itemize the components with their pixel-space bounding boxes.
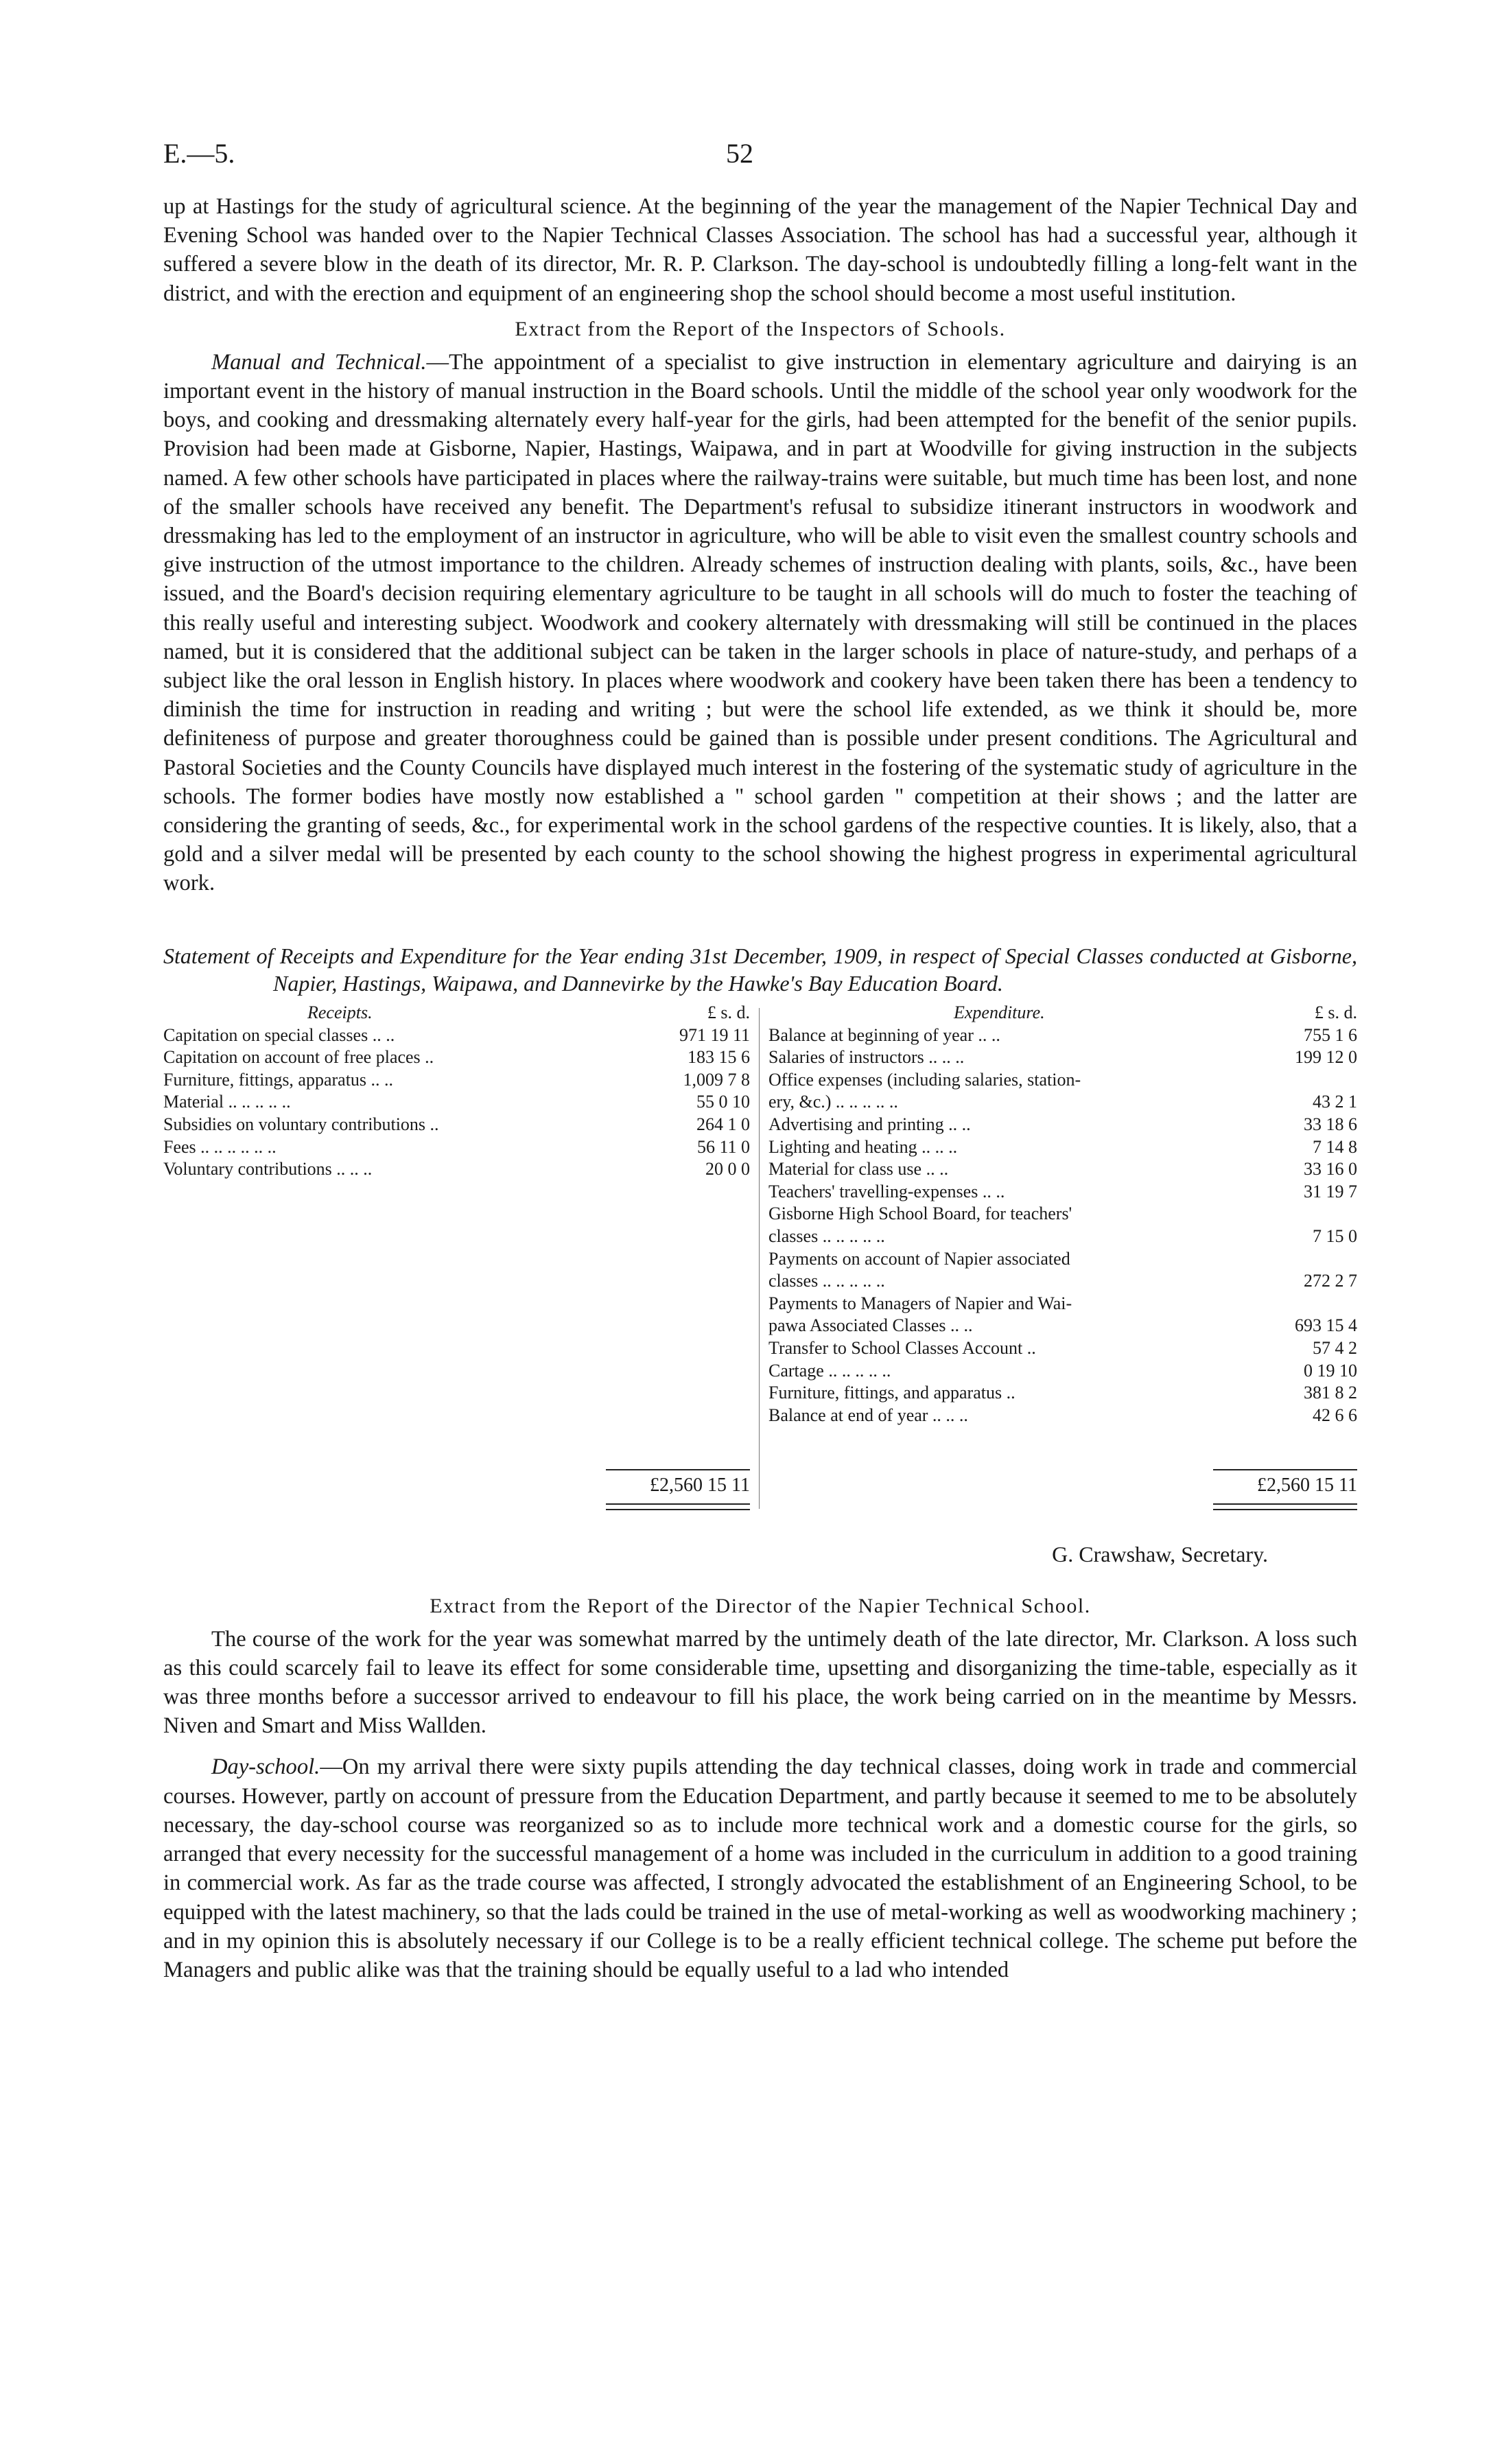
- inspectors-lead: Manual and Technical.: [211, 349, 427, 375]
- row-amount: 381 8 2: [1304, 1383, 1357, 1403]
- row-label: Teachers' travelling-expenses .. ..: [768, 1181, 1005, 1201]
- statement-row: [163, 1024, 750, 1047]
- document-page: [163, 130, 1357, 1984]
- statement-row: [768, 1248, 1357, 1271]
- row-label: Gisborne High School Board, for teachers': [768, 1204, 1072, 1224]
- dayschool-body: —On my arrival there were sixty pupils attending the day technical classes, doing work in trade and commercial courses. However, partly on account of pressure from the Education Department, and partly because it seemed to me to be absolutely necessary, the day-school course was reorganized so as to include more technical work and a domestic course for the girls, so arranged that every necessity for the successful management of a home was included in the curriculum in addition to a good training in commercial work. As far as the trade course was affected, I strongly advocated the establishment of an Engineering School, to be equipped with the latest machinery, so that the lads could be trained in the use of metal-working as well as woodworking machinery ; and in my opinion this is absolutely necessary if our College is to be a really efficient technical college. The scheme put before the Managers and public alike was that the training should be equally useful to a lad who intended: [163, 1755, 1357, 1982]
- row-label: Capitation on account of free places ..: [163, 1047, 434, 1068]
- row-amount: 272 2 7: [1304, 1271, 1357, 1291]
- row-amount: 971 19 11: [679, 1024, 750, 1045]
- statement-title: Statement of Receipts and Expenditure for the Year ending 31st December, 1909, in respect of Special Classes conducted at Gisborne, Napier, Hastings, Waipawa, and Dannevirke by the Hawke's Bay Education Board.: [163, 943, 1357, 996]
- statement-row: [163, 1091, 750, 1114]
- inspectors-heading: Extract from the Report of the Inspectors of Schools.: [515, 317, 1006, 340]
- statement-row: [768, 1203, 1357, 1225]
- statement-row: [768, 1225, 1357, 1248]
- statement-row: [768, 1360, 1357, 1383]
- dayschool-lead: Day-school.: [211, 1755, 320, 1780]
- receipts-heading: Receipts.: [307, 1002, 373, 1022]
- statement-row: [163, 1046, 750, 1069]
- page-header: [163, 130, 1357, 192]
- statement-row: [768, 1315, 1357, 1337]
- row-amount: 755 1 6: [1304, 1024, 1357, 1045]
- expenditure-total: £2,560 15 11: [1257, 1474, 1357, 1496]
- row-amount: 43 2 1: [1313, 1092, 1357, 1112]
- row-amount: 31 19 7: [1304, 1181, 1357, 1201]
- row-amount: 33 16 0: [1304, 1159, 1357, 1180]
- row-amount: 57 4 2: [1313, 1337, 1357, 1358]
- row-label: Balance at beginning of year .. ..: [768, 1024, 1000, 1045]
- intro-paragraph: up at Hastings for the study of agricultural science. At the beginning of the year the management of the Napier Technical Day and Evening School was handed over to the Napier Technical Classes Association. The school has had a successful year, although it suffered a severe blow in the death of its director, Mr. R. P. Clarkson. The day-school is undoubtedly filling a long-felt want in the district, and with the erection and equipment of an engineering shop the school should become a most useful institution.: [163, 194, 1357, 306]
- receipts-rows: [163, 1024, 750, 1181]
- receipts-money-heading: £ s. d.: [707, 1002, 750, 1022]
- statement-row: [768, 1069, 1357, 1092]
- row-label: Salaries of instructors .. .. ..: [768, 1047, 965, 1068]
- statement-row: [163, 1136, 750, 1159]
- director-paragraph-1: The course of the work for the year was somewhat marred by the untimely death of the late director, Mr. Clarkson. A loss such as this could scarcely fail to leave its effect for some considerable time, upsetting and disorganizing the time-table, especially as it was three months before a successor arrived to endeavour to fill his place, the work being carried on in the meantime by Messrs. Niven and Smart and Miss Wallden.: [163, 1626, 1357, 1739]
- row-label: Furniture, fittings, apparatus .. ..: [163, 1069, 394, 1090]
- row-amount: 693 15 4: [1295, 1315, 1357, 1336]
- expenditure-column: [768, 1002, 1357, 1496]
- statement-row: [163, 1069, 750, 1092]
- expenditure-rows: [768, 1024, 1357, 1427]
- row-amount: 42 6 6: [1313, 1405, 1357, 1425]
- statement-row: [163, 1158, 750, 1181]
- statement-row: [768, 1293, 1357, 1315]
- column-divider: [759, 1008, 760, 1509]
- row-label: Payments on account of Napier associated: [768, 1248, 1070, 1269]
- row-label: Cartage .. .. .. .. ..: [768, 1360, 891, 1381]
- row-amount: 7 15 0: [1313, 1226, 1357, 1247]
- row-label: Material for class use .. ..: [768, 1159, 949, 1180]
- inspectors-body: —The appointment of a specialist to give instruction in elementary agriculture and dairying is an important event in the history of manual instruction in the Board schools. Until the middle of the school year only woodwork for the boys, and cooking and dressmaking alternately every half-year for the girls, had been attempted for the benefit of the senior pupils. Provision had been made at Gisborne, Napier, Hastings, Waipawa, and in part at Woodville for giving instruction in the subjects named. A few other schools have participated in places where the railway-trains were suitable, but much time has been lost, and none of the smaller schools have received any benefit. The Department's refusal to subsidize itinerant instructors in woodwork and dressmaking has led to the employment of an instructor in agriculture, who will be able to visit even the smallest country schools and give instruction of the utmost importance to the children. Already schemes of instruction dealing with plants, soils, &c., have been issued, and the Board's decision requiring elementary agriculture to be taught in all schools will do much to foster the teaching of this really useful and interesting subject. Woodwork and cookery alternately with dressmaking will still be continued in the places named, but it is considered that the additional subject can be taken in the larger schools in place of nature-study, and perhaps of a subject like the oral lesson in English history. In places where woodwork and cookery have been taken there has been a tendency to diminish the time for instruction in reading and writing ; but were the school life extended, as we think it should be, more definiteness of purpose and greater thoroughness could be gained than is possible under present conditions. The Agricultural and Pastoral Societies and the County Councils have displayed much interest in the fostering of the systematic study of agriculture in the schools. The former bodies have mostly now established a " school garden " competition at their shows ; and the latter are considering the granting of seeds, &c., for experimental work in the school gardens of the respective counties. It is likely, also, that a gold and a silver medal will be presented by each county to the school showing the highest progress in experimental agricultural work.: [163, 349, 1358, 896]
- row-label: Furniture, fittings, and apparatus ..: [768, 1383, 1015, 1403]
- row-amount: 56 11 0: [696, 1136, 750, 1157]
- row-amount: 183 15 6: [688, 1047, 750, 1068]
- row-amount: 1,009 7 8: [683, 1069, 750, 1090]
- statement-row: [163, 1114, 750, 1136]
- statement-row: [768, 1382, 1357, 1405]
- statement-row: [768, 1024, 1357, 1047]
- statement-row: [768, 1181, 1357, 1204]
- row-label: Advertising and printing .. ..: [768, 1114, 971, 1135]
- row-label: Capitation on special classes .. ..: [163, 1024, 395, 1045]
- row-label: Lighting and heating .. .. ..: [768, 1136, 958, 1157]
- expenditure-header-row: [768, 1002, 1357, 1024]
- row-label: Subsidies on voluntary contributions ..: [163, 1114, 439, 1135]
- statement-row: [768, 1270, 1357, 1293]
- row-label: pawa Associated Classes .. ..: [768, 1315, 973, 1336]
- row-amount: 33 18 6: [1304, 1114, 1357, 1135]
- expenditure-total-rule: [1213, 1469, 1357, 1470]
- expenditure-money-heading: £ s. d.: [1314, 1002, 1357, 1022]
- page-number: 52: [726, 138, 753, 169]
- row-amount: 199 12 0: [1295, 1047, 1357, 1068]
- statement-row: [768, 1114, 1357, 1136]
- expenditure-heading: Expenditure.: [954, 1002, 1045, 1022]
- director-paragraph-2: [163, 1752, 1357, 1984]
- receipts-total: £2,560 15 11: [650, 1474, 750, 1496]
- statement-row: [768, 1158, 1357, 1181]
- document-reference: E.—5.: [163, 138, 235, 169]
- expenditure-double-rule: [1213, 1503, 1357, 1510]
- receipts-total-rule: [606, 1469, 750, 1470]
- row-label: Payments to Managers of Napier and Wai-: [768, 1293, 1072, 1313]
- statement-row: [768, 1046, 1357, 1069]
- row-amount: 20 0 0: [705, 1159, 750, 1180]
- statement-row: [768, 1136, 1357, 1159]
- row-amount: 55 0 10: [696, 1092, 750, 1112]
- statement-row: [768, 1337, 1357, 1360]
- statement-row: [768, 1405, 1357, 1427]
- receipts-double-rule: [606, 1503, 750, 1510]
- row-label: Voluntary contributions .. .. ..: [163, 1159, 373, 1180]
- inspectors-paragraph: [163, 348, 1357, 898]
- row-label: Transfer to School Classes Account ..: [768, 1337, 1036, 1358]
- statement-row: [768, 1091, 1357, 1114]
- director-heading: Extract from the Report of the Director of the Napier Technical School.: [430, 1594, 1091, 1617]
- statement-table: [163, 1002, 1357, 1538]
- row-label: Fees .. .. .. .. .. ..: [163, 1136, 277, 1157]
- row-amount: 264 1 0: [696, 1114, 750, 1135]
- row-label: Material .. .. .. .. ..: [163, 1092, 291, 1112]
- row-label: ery, &c.) .. .. .. .. ..: [768, 1092, 898, 1112]
- row-label: classes .. .. .. .. ..: [768, 1271, 885, 1291]
- secretary-signature: G. Crawshaw, Secretary.: [1052, 1541, 1268, 1567]
- row-amount: 0 19 10: [1304, 1360, 1357, 1381]
- row-label: classes .. .. .. .. ..: [768, 1226, 885, 1247]
- row-amount: 7 14 8: [1313, 1136, 1357, 1157]
- receipts-header-row: [163, 1002, 750, 1024]
- row-label: Balance at end of year .. .. ..: [768, 1405, 968, 1425]
- receipts-column: [163, 1002, 750, 1496]
- row-label: Office expenses (including salaries, station-: [768, 1069, 1081, 1090]
